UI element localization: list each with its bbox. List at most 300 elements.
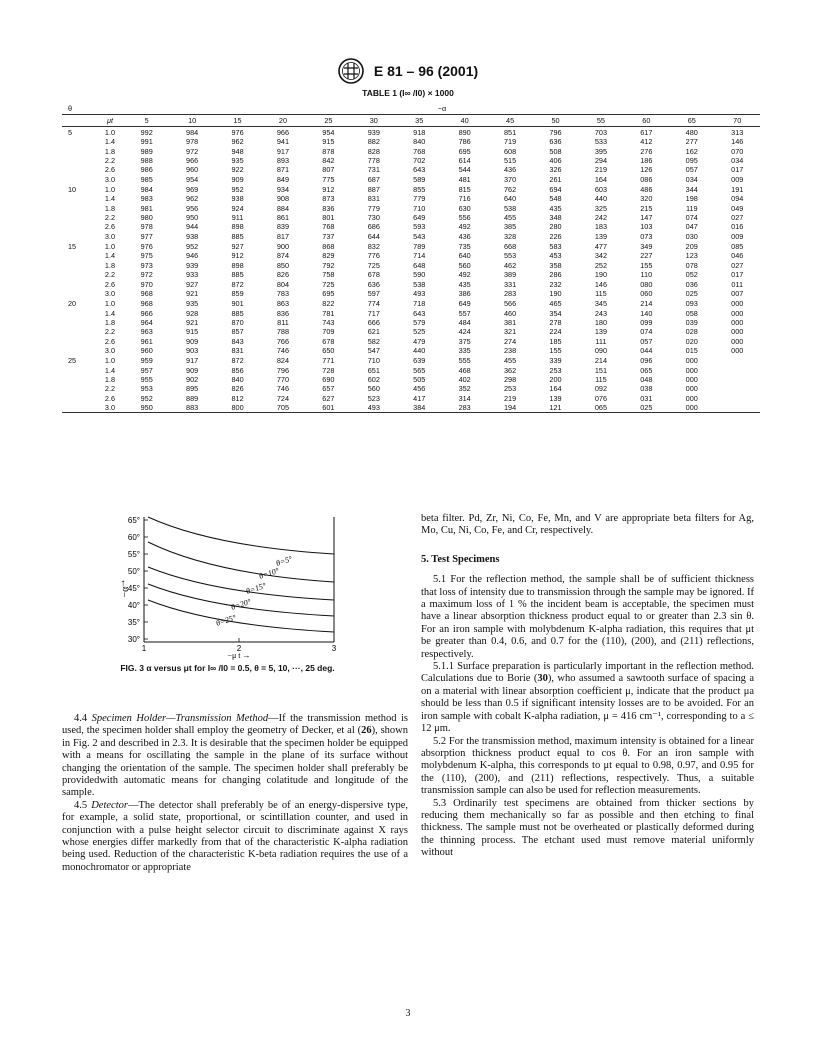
table-cell: 000 (685, 374, 698, 384)
table-cell: 224 (549, 327, 562, 337)
document-header (0, 58, 816, 84)
table-cell: 969 (186, 185, 199, 195)
table-cell: 952 (140, 393, 153, 403)
y-tick-label: 35° (127, 618, 140, 627)
table-cell: 115 (595, 288, 607, 298)
table-cell: 921 (186, 317, 199, 327)
table-cell: 560 (458, 260, 471, 270)
mu-cell: 3.0 (96, 403, 124, 413)
theta-header: θ (68, 104, 73, 113)
table-cell: 621 (367, 327, 380, 337)
table-cell: 335 (458, 345, 471, 355)
table-cell: 872 (231, 356, 244, 366)
paragraph-5-3: 5.3 Ordinarily test specimens are obtained from thicker sections by reducing them mechanically so far as possible and then etching to final thickness. The sample must not be overheated or plastically deformed during the thinning process. The etchant used must remove material uniformly without (421, 797, 754, 859)
table-cell: 070 (731, 146, 744, 156)
table-cell: 918 (413, 128, 426, 137)
mu-cell: 2.2 (104, 384, 116, 394)
table-cell: 025 (624, 403, 669, 413)
theta-cell (62, 213, 96, 222)
table-cell: 283 (503, 288, 517, 298)
table-cell: 139 (594, 327, 608, 337)
table-cell: 352 (458, 384, 471, 394)
table-cell: 678 (322, 336, 335, 346)
table-cell: 095 (685, 156, 698, 166)
table-cell: 731 (367, 165, 380, 175)
table-row (62, 270, 760, 279)
table-cell: 049 (731, 203, 744, 213)
table-cell: 608 (503, 146, 517, 156)
table-cell: 074 (685, 213, 698, 223)
alpha-column-header: 55 (578, 115, 623, 127)
table-cell: 286 (549, 270, 562, 280)
curve-label: θ=5° (274, 554, 294, 568)
table-cell: 849 (276, 174, 290, 184)
mu-cell: 1.8 (104, 146, 116, 156)
table-cell: 424 (458, 327, 471, 337)
table-row (62, 232, 760, 241)
table-cell: 215 (640, 203, 653, 213)
x-tick-label: 2 (236, 644, 242, 653)
table-cell: 147 (640, 213, 653, 223)
table-cell: 902 (186, 374, 199, 384)
table-cell: 538 (503, 203, 517, 213)
table-cell: 786 (458, 137, 471, 147)
table-cell: 898 (231, 222, 244, 232)
table-cell: 895 (186, 384, 199, 394)
table-cell: 649 (458, 299, 471, 309)
table-cell: 649 (413, 213, 426, 223)
table-cell: 597 (367, 288, 380, 298)
table-cell: 123 (685, 251, 698, 261)
y-tick-label: 40° (127, 601, 140, 610)
table-cell: 989 (140, 146, 153, 156)
theta-cell (62, 156, 96, 165)
table-cell: 666 (367, 317, 380, 327)
table-cell: 038 (640, 384, 653, 394)
table-cell: 630 (458, 203, 471, 213)
table-cell: 709 (322, 327, 335, 337)
theta-cell (62, 366, 96, 375)
table-cell: 687 (367, 174, 380, 184)
table-cell: 435 (549, 203, 562, 213)
alpha-column-header: 20 (260, 115, 305, 127)
alpha-column-header: 35 (397, 115, 442, 127)
table-cell: 417 (413, 393, 426, 403)
table-cell: 465 (549, 299, 562, 309)
table-cell: 385 (503, 222, 517, 232)
table-cell: 590 (413, 270, 426, 280)
table-cell: 556 (458, 213, 471, 223)
table-cell: 954 (322, 128, 335, 137)
table-cell: 746 (276, 384, 290, 394)
table-cell: 313 (731, 128, 744, 137)
table-row (62, 165, 760, 174)
table-cell: 034 (685, 174, 698, 184)
table-cell: 776 (367, 251, 380, 261)
table-cell: 065 (640, 365, 653, 375)
table-cell: 180 (594, 317, 608, 327)
table-cell: 058 (685, 308, 698, 318)
table-cell: 492 (458, 222, 471, 232)
table-cell: 927 (231, 242, 244, 252)
table-cell: 859 (231, 288, 244, 298)
table-cell: 345 (594, 299, 608, 309)
table-cell: 933 (186, 270, 199, 280)
table-cell: 968 (140, 288, 153, 298)
mu-cell: 1.8 (104, 317, 116, 327)
table-cell: 695 (322, 288, 335, 298)
y-axis-label: −α (120, 586, 131, 598)
intensity-ratio-table (62, 103, 760, 413)
theta-cell (62, 251, 96, 260)
table-cell: 601 (306, 403, 351, 413)
mu-cell: 1.4 (104, 194, 116, 204)
table-cell: 718 (413, 299, 426, 309)
table-cell: 705 (260, 403, 305, 413)
table-cell: 000 (731, 308, 744, 318)
table-cell: 900 (276, 242, 290, 252)
table-cell: 779 (367, 203, 380, 213)
table-cell: 370 (503, 174, 517, 184)
table-cell: 831 (231, 345, 244, 355)
table-row (62, 147, 760, 156)
table-cell: 636 (549, 137, 562, 147)
table-cell: 557 (458, 308, 471, 318)
table-row (62, 394, 760, 403)
table-cell: 935 (231, 156, 244, 166)
table-cell: 964 (140, 317, 153, 327)
table-cell: 000 (685, 356, 698, 366)
table-cell: 694 (549, 185, 562, 195)
table-cell: 183 (594, 222, 608, 232)
table-cell: 253 (549, 365, 562, 375)
mu-cell: 1.4 (104, 137, 116, 147)
table-cell: 402 (458, 374, 471, 384)
table-cell: 440 (413, 345, 426, 355)
table-row (62, 156, 760, 165)
table-cell: 321 (503, 327, 517, 337)
table-cell: 331 (503, 279, 517, 289)
table-cell: 903 (186, 345, 199, 355)
table-cell: 198 (685, 194, 698, 204)
curve-label: θ=20° (229, 596, 253, 612)
table-cell (714, 355, 760, 365)
table-cell: 882 (367, 137, 380, 147)
table-cell: 151 (594, 365, 608, 375)
table-cell: 276 (640, 146, 653, 156)
table-cell: 725 (367, 260, 380, 270)
table-cell: 775 (322, 174, 335, 184)
theta-cell: 5 (68, 128, 73, 137)
table-row (62, 298, 760, 308)
table-cell: 944 (186, 222, 199, 232)
table-cell: 016 (731, 222, 744, 232)
paragraph-4-5: 4.5 Detector—The detector shall preferably be of an energy-dispersive type, for example, a solid state, proportional, or scintillation counter, and used in conjunction with a pulse height selector circuit to discriminate against X rays whose energies differ markedly from that of the characteristic K-alpha radiation being used. Reduction of the characteristic K-beta radiation requires the use of a monochromator or appropriate (62, 799, 409, 873)
theta-cell (62, 394, 96, 403)
table-cell: 280 (549, 222, 562, 232)
table-cell: 566 (503, 299, 517, 309)
table-cell: 582 (367, 336, 380, 346)
table-cell: 436 (503, 165, 517, 175)
theta-cell (62, 165, 96, 174)
table-cell: 934 (276, 185, 290, 195)
table-cell: 565 (413, 365, 426, 375)
table-cell: 768 (322, 222, 335, 232)
alpha-column-header: 70 (714, 115, 760, 127)
table-cell: 781 (322, 308, 335, 318)
mu-header: μt (96, 115, 124, 127)
table-cell: 928 (186, 308, 199, 318)
table-cell: 941 (276, 137, 290, 147)
table-cell: 593 (413, 222, 426, 232)
table-cell: 543 (413, 231, 426, 241)
table-cell: 000 (731, 345, 744, 355)
theta-cell (62, 232, 96, 241)
table-cell: 966 (276, 128, 290, 137)
table-cell: 963 (140, 327, 153, 337)
table-cell: 028 (685, 327, 698, 337)
curve-line (148, 517, 334, 554)
table-cell: 214 (640, 299, 653, 309)
theta-cell (62, 384, 96, 393)
table-cell: 977 (140, 231, 153, 241)
table-cell: 110 (640, 270, 653, 280)
table-cell (714, 366, 760, 375)
table-cell: 890 (458, 128, 471, 137)
table-cell: 789 (413, 242, 426, 252)
curve-label: θ=25° (214, 612, 238, 628)
table-cell: 909 (186, 365, 199, 375)
table-cell: 602 (367, 374, 380, 384)
alpha-column-header: 25 (306, 115, 351, 127)
table-cell: 978 (186, 137, 199, 147)
table-cell: 080 (640, 279, 653, 289)
table-cell: 968 (140, 299, 153, 309)
paragraph-4-4: 4.4 Specimen Holder—Transmission Method—If the transmission method is used, the specimen holder shall employ the geometry of Decker, et al (26), shown in Fig. 2 and described in 2.3. It is desirable that the specimen holder be equipped with a means for oscillating the sample in the plane of its surface without changing the orientation of the sample. The specimen holder shall preferably be providedwith automatic means for changing colatitude and longitude of the sample. (62, 713, 409, 799)
table-cell: 283 (442, 403, 487, 413)
table-cell: 915 (322, 137, 335, 147)
section-5-title: 5. Test Specimens (421, 553, 500, 565)
mu-cell: 1.8 (104, 374, 116, 384)
theta-cell (62, 375, 96, 384)
table-cell: 525 (413, 327, 426, 337)
table-cell: 227 (640, 251, 653, 261)
mu-cell: 1.4 (104, 365, 116, 375)
theta-cell (62, 194, 96, 203)
table-cell: 505 (413, 374, 426, 384)
table-cell: 274 (503, 336, 517, 346)
table-cell: 219 (503, 393, 517, 403)
table-cell: 725 (322, 279, 335, 289)
table-cell: 007 (731, 288, 744, 298)
table-cell: 924 (231, 203, 244, 213)
table-cell: 486 (640, 185, 653, 195)
table-cell: 922 (231, 165, 244, 175)
table-cell: 938 (231, 194, 244, 204)
table-cell: 261 (549, 174, 562, 184)
table-cell: 984 (186, 128, 199, 137)
alpha-column-header: 15 (215, 115, 260, 127)
table-row (62, 403, 760, 413)
table-cell: 796 (549, 128, 562, 137)
table-cell: 966 (140, 308, 153, 318)
theta-cell (62, 337, 96, 346)
table-cell: 314 (458, 393, 471, 403)
table-cell: 774 (367, 299, 380, 309)
table-cell: 643 (413, 308, 426, 318)
table-cell: 298 (503, 374, 517, 384)
mu-cell: 1.4 (104, 251, 116, 261)
table-cell: 389 (503, 270, 517, 280)
table-cell: 874 (276, 251, 290, 261)
table-cell: 686 (367, 222, 380, 232)
table-cell: 690 (322, 374, 335, 384)
left-column (62, 713, 408, 874)
table-cell: 861 (276, 213, 290, 223)
theta-cell (62, 261, 96, 270)
table-cell: 832 (367, 242, 380, 252)
table-cell: 973 (140, 260, 153, 270)
table-cell: 362 (503, 365, 517, 375)
table-cell: 086 (640, 174, 653, 184)
table-cell: 412 (640, 137, 653, 147)
table-cell: 981 (140, 203, 153, 213)
table-cell: 493 (413, 288, 426, 298)
table-cell: 477 (594, 242, 608, 252)
table-cell: 384 (397, 403, 442, 413)
table-cell: 617 (640, 128, 653, 137)
table-row (62, 204, 760, 213)
curve-line (148, 542, 334, 582)
table-cell: 354 (549, 308, 562, 318)
table-cell: 344 (685, 185, 698, 195)
table-cell: 714 (413, 251, 426, 261)
table-cell: 027 (731, 213, 744, 223)
table-cell: 871 (276, 165, 290, 175)
table-cell: 908 (276, 194, 290, 204)
table-cell: 278 (549, 317, 562, 327)
table-cell: 766 (276, 336, 290, 346)
table-cell: 796 (276, 365, 290, 375)
table-cell: 455 (503, 213, 517, 223)
table-cell: 815 (458, 185, 471, 195)
table-cell: 243 (594, 308, 608, 318)
table-cell: 901 (231, 299, 244, 309)
table-cell: 065 (578, 403, 623, 413)
table-row (62, 241, 760, 251)
table-cell: 000 (731, 327, 744, 337)
table-cell: 139 (594, 231, 608, 241)
page-number: 3 (405, 1008, 411, 1019)
table-cell: 717 (367, 308, 380, 318)
table-row (62, 280, 760, 289)
table-cell: 099 (640, 317, 653, 327)
table-cell: 342 (594, 251, 608, 261)
table-cell: 843 (231, 336, 244, 346)
theta-cell (62, 403, 96, 413)
table-cell: 456 (413, 384, 426, 394)
alpha-column-header: 50 (533, 115, 578, 127)
y-tick-label: 50° (127, 567, 140, 576)
table-cell: 462 (503, 260, 517, 270)
table-cell: 678 (367, 270, 380, 280)
table-cell: 000 (685, 365, 698, 375)
table-cell: 702 (413, 156, 426, 166)
table-cell: 921 (186, 288, 199, 298)
table-cell: 190 (594, 270, 608, 280)
table-row (62, 366, 760, 375)
table-cell: 724 (276, 393, 290, 403)
mu-cell: 3.0 (104, 288, 116, 298)
table-cell: 190 (549, 288, 562, 298)
mu-cell: 1.0 (104, 356, 116, 366)
table-cell: 851 (503, 128, 517, 137)
table-cell: 085 (731, 242, 744, 252)
document-title: E 81 – 96 (2001) (373, 63, 479, 79)
table-row (62, 213, 760, 222)
table-cell: 651 (367, 365, 380, 375)
mu-cell: 3.0 (104, 174, 116, 184)
mu-cell: 1.0 (104, 185, 116, 195)
table-cell: 770 (276, 374, 290, 384)
table-cell: 889 (186, 393, 199, 403)
table-cell: 885 (231, 231, 244, 241)
theta-cell (62, 327, 96, 336)
table-cell: 960 (186, 165, 199, 175)
table-cell: 214 (594, 356, 608, 366)
table-cell: 959 (140, 356, 153, 366)
mu-cell: 1.4 (104, 308, 116, 318)
table-cell: 938 (186, 231, 199, 241)
alpha-column-header: 10 (169, 115, 214, 127)
table-cell: 939 (367, 128, 380, 137)
table-cell: 009 (731, 174, 744, 184)
table-cell: 984 (140, 185, 153, 195)
table-cell: 453 (549, 251, 562, 261)
table-cell: 092 (594, 384, 608, 394)
table-cell: 294 (594, 156, 608, 166)
table-cell: 668 (503, 242, 517, 252)
table-cell (714, 375, 760, 384)
table-cell: 915 (186, 327, 199, 337)
table-cell: 484 (458, 317, 471, 327)
table-cell: 962 (231, 137, 244, 147)
table-cell: 139 (549, 393, 562, 403)
table-row (62, 318, 760, 327)
table-cell: 090 (594, 345, 608, 355)
table-cell: 209 (685, 242, 698, 252)
table-cell: 155 (549, 345, 562, 355)
table-cell: 657 (322, 384, 335, 394)
table-cell: 349 (640, 242, 653, 252)
mu-cell: 1.0 (104, 299, 116, 309)
table-cell: 728 (322, 365, 335, 375)
theta-cell: 10 (68, 185, 77, 195)
table-cell: 440 (594, 194, 608, 204)
table-cell: 883 (169, 403, 214, 413)
table-cell: 226 (549, 231, 562, 241)
paragraph-5-1: 5.1 For the reflection method, the sample shall be of sufficient thickness that loss of intensity due to transmission through the sample may be ignored. If a maximum loss of 1 % the incident beam is acceptable, the specimen must have a linear absorption thickness product equal to or greater than 2.3 sin θ. For an iron sample with molybdenum K-alpha radiation, this requires that μt be greater than 0.4, 0.6, and 0.7 for the (110), (200), and (211) reflections, respectively. (421, 574, 754, 660)
table-cell: 121 (533, 403, 578, 413)
table-cell: 836 (322, 203, 335, 213)
table-cell: 735 (458, 242, 471, 252)
table-cell: 046 (731, 251, 744, 261)
table-cell: 746 (276, 345, 290, 355)
mu-cell: 2.2 (104, 270, 116, 280)
table-row (62, 384, 760, 393)
table-cell: 232 (549, 279, 562, 289)
table-cell: 052 (685, 270, 698, 280)
